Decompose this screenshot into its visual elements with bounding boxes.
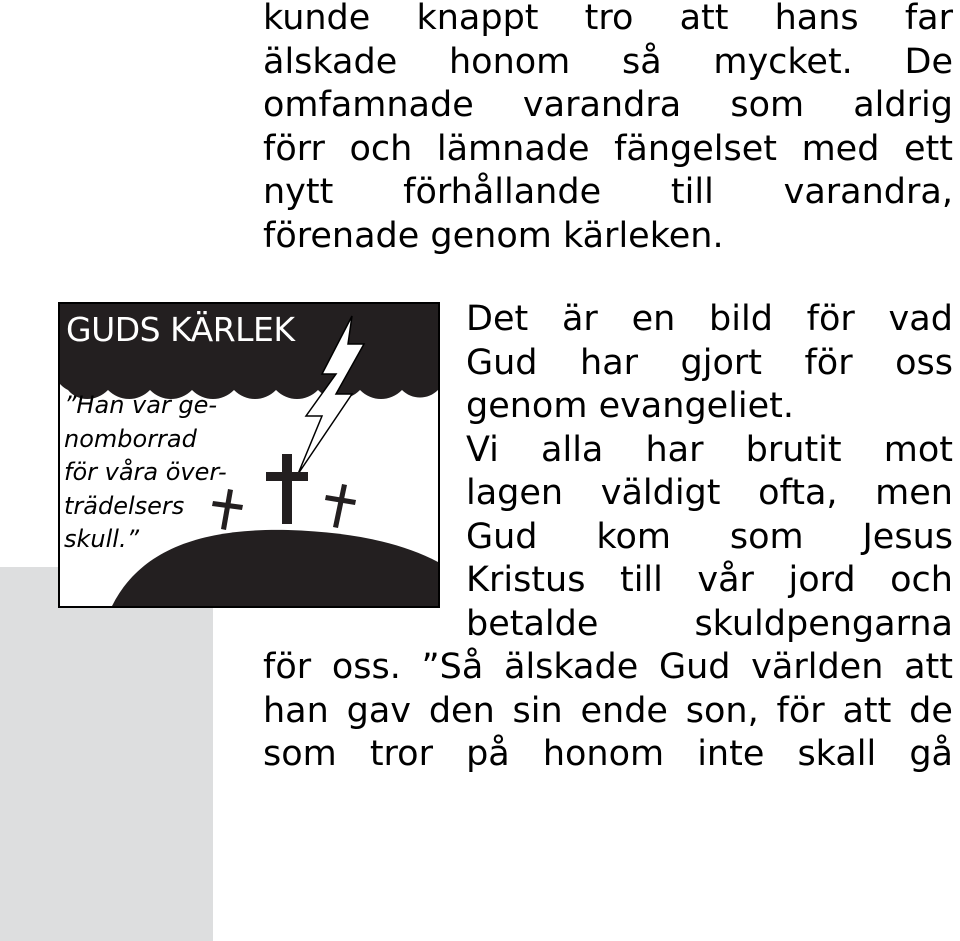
text-line [263, 690, 953, 734]
text-line [466, 603, 953, 647]
word: gjort [680, 342, 762, 383]
word: och [349, 128, 413, 169]
word: att [904, 647, 953, 687]
word: till [670, 172, 714, 212]
word: för [804, 342, 853, 383]
text-line [263, 646, 953, 690]
text-line [466, 472, 953, 516]
word: aldrig [853, 85, 953, 125]
word: för [806, 299, 855, 339]
text-line [263, 41, 953, 85]
word: kunde [263, 0, 371, 38]
word: så [621, 41, 662, 82]
cross-icon [212, 489, 243, 530]
word: ett [904, 128, 953, 169]
cross-icon [325, 484, 356, 528]
text-line [263, 0, 953, 41]
word: en [631, 299, 676, 339]
word: den [428, 690, 495, 731]
text-line [263, 171, 953, 215]
quote-line: skull.” [64, 525, 140, 553]
word: jord [788, 560, 856, 600]
word: de [909, 690, 953, 731]
word: ”Så [421, 647, 484, 687]
illustration-title: GUDS KÄRLEK [66, 310, 295, 349]
text-line [466, 298, 953, 342]
word: att [842, 690, 892, 731]
word: för [776, 690, 825, 731]
word: fängelset [614, 128, 778, 169]
text-line [466, 516, 953, 560]
quote-line: för våra över- [64, 458, 227, 486]
word: lagen [466, 473, 564, 513]
word: mot [883, 429, 953, 470]
word: som [730, 85, 805, 125]
word: förr [263, 128, 325, 169]
word: vad [888, 299, 953, 339]
word: sin [512, 690, 563, 731]
word: att [679, 0, 729, 38]
word: skuldpengarna [694, 603, 953, 644]
word: till [619, 560, 663, 600]
word: oss [895, 342, 953, 383]
word: världen [751, 647, 884, 687]
word: betalde [466, 603, 599, 644]
word: för [263, 647, 312, 687]
word: far [904, 0, 953, 38]
word: brutit [745, 429, 842, 470]
word: varandra [522, 85, 682, 125]
word: som [263, 734, 337, 774]
word: men [875, 473, 953, 513]
word: väldigt [600, 473, 721, 513]
word: är [561, 299, 598, 339]
word: bild [709, 299, 773, 339]
word: honom [448, 41, 571, 82]
quote-line: ”Han var ge- [64, 391, 218, 419]
word: kom [596, 516, 671, 557]
word: Det [466, 299, 529, 339]
text-line [466, 342, 953, 386]
word: alla [541, 429, 604, 470]
side-decoration-block [0, 567, 213, 941]
quote-line: nomborrad [64, 424, 197, 453]
word: förhållande [403, 172, 602, 212]
word: hans [774, 0, 859, 38]
word: ofta, [758, 473, 838, 513]
text-line [263, 733, 953, 777]
text-line [466, 429, 953, 473]
text-line [263, 215, 953, 259]
word: Gud [466, 516, 538, 557]
word: vår [697, 560, 754, 600]
word: skall [797, 734, 877, 774]
word: med [801, 128, 880, 169]
word: tro [584, 0, 634, 38]
word: ende [580, 690, 668, 731]
word: lämnade [436, 128, 590, 169]
word: inte [697, 734, 765, 774]
word: honom [542, 734, 665, 774]
word: älskade [263, 41, 398, 82]
word: han [263, 690, 329, 731]
word: Vi [466, 429, 499, 470]
text-line [466, 385, 953, 429]
word: som [729, 516, 804, 557]
word: gav [346, 690, 412, 731]
word: har [580, 342, 639, 383]
word: nytt [263, 172, 334, 212]
word: Gud [658, 647, 731, 687]
text-line [263, 84, 953, 128]
word: omfamnade [263, 85, 474, 125]
word: genom evangeliet. [466, 386, 795, 426]
word: Kristus [466, 560, 586, 600]
word: De [904, 41, 953, 82]
illustration-graphic [60, 304, 438, 606]
word: älskade [504, 647, 639, 687]
word: Jesus [862, 516, 953, 557]
word: mycket. [713, 41, 853, 82]
guds-karlek-illustration [58, 302, 440, 608]
word: har [645, 429, 704, 470]
word: oss. [331, 647, 401, 687]
word: tror [369, 734, 433, 774]
word: knappt [416, 0, 539, 38]
word: gå [909, 734, 953, 774]
word: Gud [466, 342, 538, 383]
word: son, [685, 690, 759, 731]
word: förenade genom kärleken. [263, 215, 724, 256]
text-line [263, 128, 953, 172]
quote-line: trädelsers [64, 491, 185, 520]
hill-icon [112, 530, 438, 606]
word: på [466, 734, 510, 774]
word: och [890, 560, 953, 600]
text-line [466, 559, 953, 603]
word: varandra, [783, 172, 953, 212]
